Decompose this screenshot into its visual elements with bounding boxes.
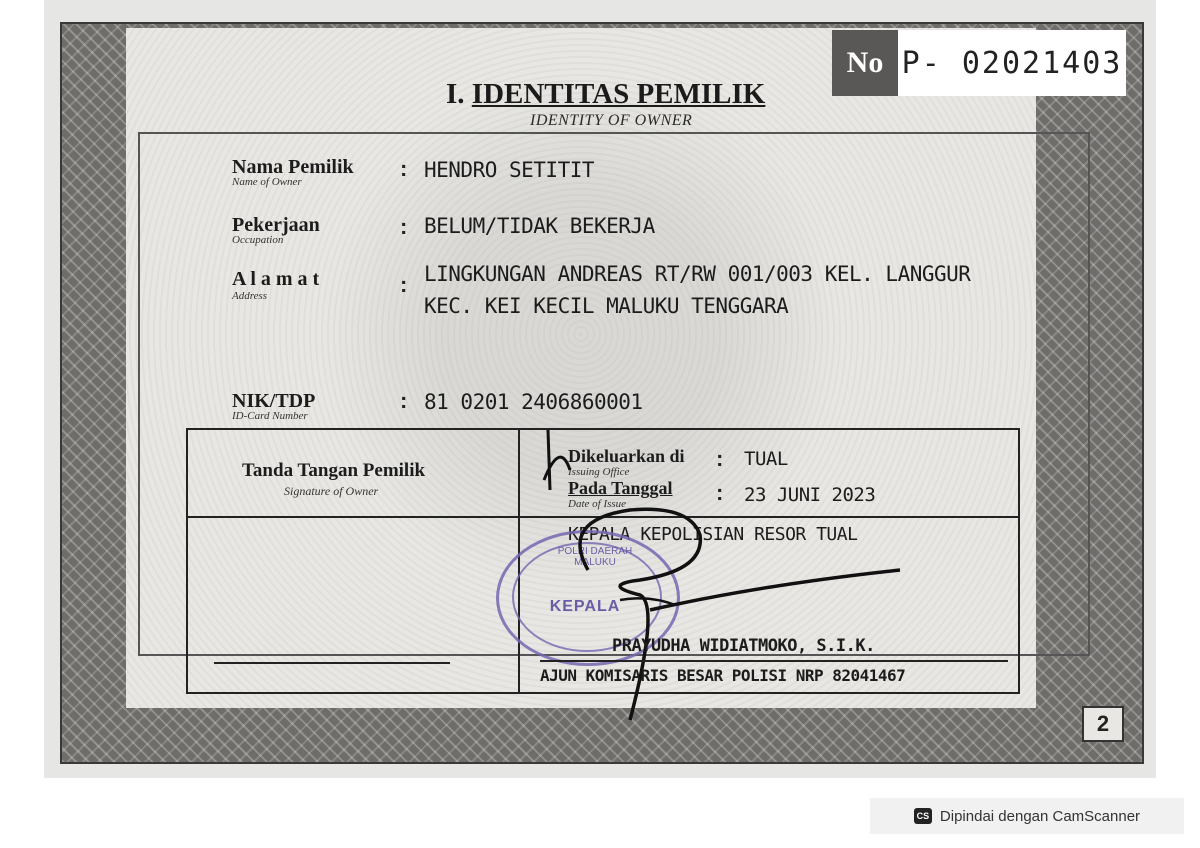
colon: : (716, 480, 724, 505)
issue-date-label: Pada Tanggal (568, 478, 673, 498)
issuing-office-label: Dikeluarkan di (568, 446, 685, 466)
occupation-label: Pekerjaan (232, 214, 320, 236)
official-name: PRAYUDHA WIDIATMOKO, S.I.K. (612, 636, 875, 656)
handwritten-signature (500, 420, 920, 750)
document-number: P- 02021403 (898, 30, 1126, 96)
owner-signature-line (214, 662, 450, 664)
address-label: A l a m a t (232, 268, 320, 290)
address-value-line1: LINGKUNGAN ANDREAS RT/RW 001/003 KEL. LANGGUR (424, 262, 971, 286)
owner-name-sublabel: Name of Owner (232, 176, 302, 188)
nik-value: 81 0201 2406860001 (424, 390, 643, 414)
section-title (446, 78, 765, 111)
title-text: IDENTITAS PEMILIK (471, 78, 766, 110)
owner-signature-sublabel: Signature of Owner (284, 484, 379, 498)
stamp-center-text: KEPALA (549, 598, 621, 615)
issuing-office-value: TUAL (744, 448, 788, 470)
owner-name-value: HENDRO SETITIT (424, 158, 595, 182)
occupation-sublabel: Occupation (232, 234, 284, 246)
page-number: 2 (1082, 706, 1124, 742)
camscanner-icon: CS (914, 808, 932, 824)
address-value-line2: KEC. KEI KECIL MALUKU TENGGARA (424, 294, 789, 318)
colon: : (400, 156, 408, 181)
issue-date-sublabel: Date of Issue (568, 498, 627, 510)
camscanner-text: Dipindai dengan CamScanner (939, 807, 1141, 825)
issue-date-value: 23 JUNI 2023 (744, 484, 876, 506)
official-rank: AJUN KOMISARIS BESAR POLISI NRP 82041467 (540, 666, 906, 685)
address-sublabel: Address (232, 290, 268, 302)
camscanner-watermark (870, 798, 1184, 834)
nik-sublabel: ID-Card Number (232, 410, 308, 422)
official-name-underline (540, 660, 1008, 662)
nik-label: NIK/TDP (232, 390, 316, 412)
authority-title: KEPALA KEPOLISIAN RESOR TUAL (568, 524, 858, 545)
owner-name-label: Nama Pemilik (232, 156, 354, 178)
colon: : (400, 214, 408, 239)
owner-signature-label: Tanda Tangan Pemilik (242, 460, 426, 481)
stamp-ring-text: POLRI DAERAH MALUKU (557, 546, 633, 568)
issuing-office-sublabel: Issuing Office (568, 466, 630, 478)
section-numeral: I. (446, 78, 465, 110)
occupation-value: BELUM/TIDAK BEKERJA (424, 214, 655, 238)
colon: : (400, 388, 408, 413)
section-subtitle: IDENTITY OF OWNER (530, 112, 693, 129)
colon: : (716, 446, 724, 471)
number-label: No (832, 30, 898, 96)
colon: : (400, 272, 408, 297)
